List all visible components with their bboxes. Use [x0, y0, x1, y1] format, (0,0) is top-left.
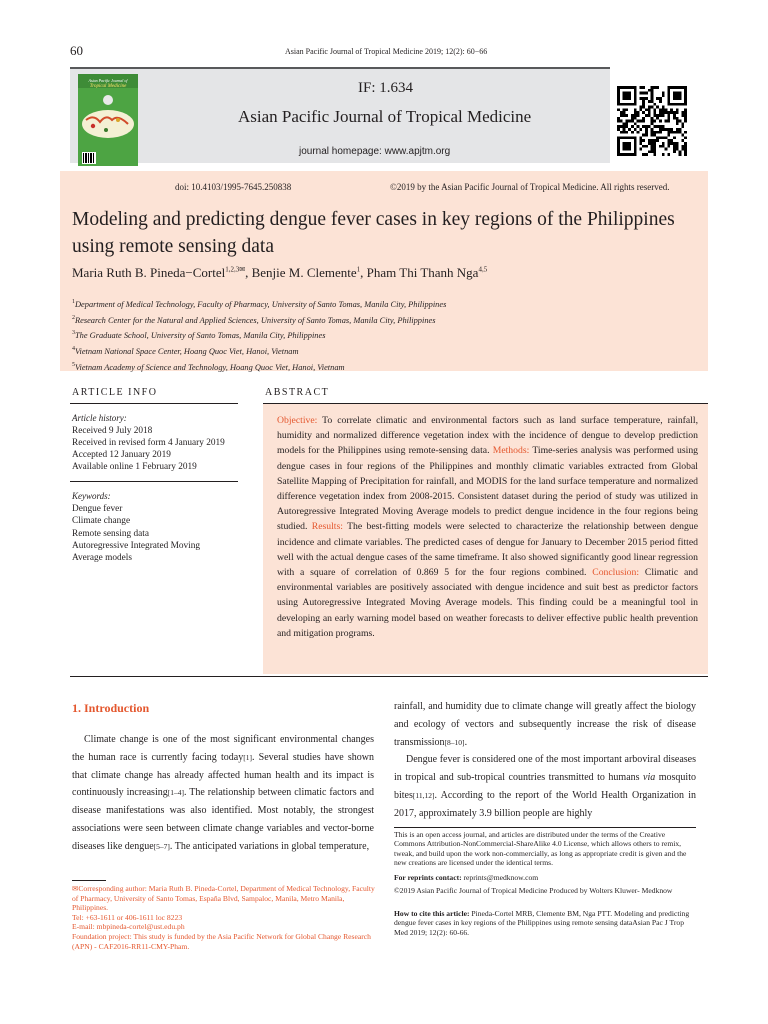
abstract-heading: ABSTRACT: [265, 387, 330, 398]
reprints-contact: [394, 873, 538, 882]
methods-text: Time-series analysis was performed using dengue cases in four regions of the Philippines and monthly climatic variables extracted from Global Satellite Mapping of Precipitation for rainfall, and MODIS for the land surface temperature and normalized difference vegetation index from 2008-2015. Consistent dataset during the period of study was utilized in Autoregressive Integrated Moving Average models to predict dengue incidence in the four regions being studied.: [277, 445, 699, 533]
text-run: rainfall, and humidity due to climate change will greatly affect the biology and ecology of vectors and subsequently increase the risk of disease transmission: [394, 701, 696, 748]
reprints-label: For reprints contact:: [394, 873, 462, 882]
affiliation-item: [72, 312, 446, 328]
affiliation-number: 1: [72, 299, 75, 305]
text-run: . The anticipated variations in global temperature,: [169, 840, 370, 852]
section-heading: 1. Introduction: [72, 701, 150, 715]
text-run: . Several studies have shown that climate change has already affected human health and its impact is continuously increasing: [72, 751, 374, 799]
author-affiliation-marker: 4,5: [478, 265, 488, 274]
affiliation-number: 5: [72, 361, 75, 368]
affiliation-list: [72, 296, 446, 375]
citation-link[interactable]: [8–10]: [444, 737, 465, 747]
svg-text:Asian Pacific Journal of: Asian Pacific Journal of: [88, 78, 128, 83]
corresponding-author-footnote: [72, 884, 377, 951]
keywords-label: Keywords:: [72, 491, 111, 501]
history-item: Available online 1 February 2019: [72, 462, 197, 472]
objective-label: Objective:: [277, 415, 318, 426]
affiliation-number: 2: [72, 314, 75, 321]
affiliation-text: Research Center for the Natural and Applied Sciences, University of Santo Tomas, Manila City, Philippines: [75, 315, 436, 325]
article-history-list: [72, 425, 225, 473]
doi[interactable]: doi: 10.4103/1995-7645.250838: [175, 182, 292, 192]
email-link[interactable]: E-mail: mbpineda-cortel@ust.edu.ph: [72, 922, 185, 932]
article-info-heading: ARTICLE INFO: [72, 387, 158, 398]
affiliation-text: The Graduate School, University of Santo Tomas, Manila City, Philippines: [75, 331, 326, 341]
impact-factor: IF: 1.634: [358, 80, 414, 96]
author-affiliation-marker: 1,2,3✉: [225, 265, 246, 274]
svg-text:Tropical Medicine: Tropical Medicine: [89, 84, 127, 89]
author-name: Maria Ruth B. Pineda−Cortel: [72, 265, 226, 280]
affiliation-item: [72, 296, 446, 312]
footnote-rule: [72, 880, 106, 881]
body-column-left: [72, 731, 374, 856]
article-history-label: Article history:: [72, 413, 127, 423]
paragraph: [72, 731, 374, 856]
text-run: .: [464, 736, 468, 748]
keyword-item: Average models: [72, 553, 132, 564]
text-run: . According to the report of the World Health Organization in 2017, approximately 3.9 billion people are highly: [394, 789, 696, 819]
how-to-cite: [394, 909, 696, 937]
cite-text: Pineda-Cortel MRB, Clemente BM, Nga PTT. Modeling and predicting dengue fever cases in key regions of the Philippines using remote sensing dataAsian Pac J Trop Med 2019; 12(2): 60-66.: [394, 909, 690, 937]
history-item: Accepted 12 January 2019: [72, 450, 171, 460]
author-affiliation-marker: 1: [356, 265, 361, 274]
keyword-item: Dengue fever: [72, 504, 123, 514]
divider: [70, 481, 238, 482]
text-run: mosquito bites: [394, 772, 696, 801]
text-run: Dengue fever is considered one of the most important arboviral diseases in tropical and sub-tropical countries transmitted to humans: [394, 754, 696, 784]
abstract-text: [277, 413, 698, 641]
citation-link[interactable]: [1–4]: [167, 788, 184, 798]
text-run: Climate change is one of the most significant environmental changes the human race is currently facing today: [72, 734, 374, 763]
license-notice: This is an open access journal, and articles are distributed under the terms of the Creative Commons Attribution-NonCommercial-ShareAlike 4.0 License, which allows others to remix, tweak, and build upon the work non-commercially, as long as appropriate credit is given and the new creations are licensed under the identical terms.: [394, 830, 687, 868]
citation-link[interactable]: [1]: [243, 752, 252, 762]
paragraph: [394, 698, 696, 751]
keyword-item: Climate change: [72, 516, 131, 527]
results-label: Results:: [311, 521, 343, 533]
affiliation-number: 3: [72, 330, 75, 337]
keywords-list: [72, 503, 242, 564]
affiliation-item: [72, 327, 446, 343]
body-column-right: [394, 698, 696, 823]
citation-link[interactable]: [5–7]: [153, 841, 170, 851]
text-run-italic: via: [643, 772, 656, 784]
cite-label: How to cite this article:: [394, 909, 470, 918]
conclusion-text: Climatic and environmental variables are positively associated with dengue incidence and suit best as predictor factors using Autoregressive Integrated Moving Average models. This finding could be a meaningful tool in developing an early warning model based on weather forecasts to deliver effective public health prevention and mitigation programs.: [277, 567, 698, 639]
affiliation-text: Vietnam National Space Center, Hoang Quoc Viet, Hanoi, Vietnam: [75, 346, 299, 356]
journal-homepage-link[interactable]: journal homepage: www.apjtm.org: [299, 146, 451, 157]
corresponding-author: ✉Corresponding author: Maria Ruth B. Pineda-Cortel, Department of Medical Technology, Faculty of Pharmacy, University of Santo Tomas, España Blvd, Sampaloc, Manila, Metro Manila, Philippines.: [72, 884, 375, 913]
text-run: . The relationship between climatic factors and disease manifestations was also identified. Most notably, the strongest associations were seen between climate change variables and vector-borne diseases like dengue: [72, 787, 375, 852]
divider: [70, 403, 238, 404]
running-title: Asian Pacific Journal of Tropical Medicine 2019; 12(2): 60−66: [285, 47, 488, 56]
affiliation-number: 4: [72, 346, 75, 353]
author-list: Maria Ruth B. Pineda−Cortel$^{1,2,3✉}$, Benjie M. Clemente$^1$, Pham Thi Thanh Nga$^{4,5}$: [72, 265, 488, 280]
qr-code-icon[interactable]: [617, 86, 687, 156]
affiliation-item: [72, 343, 446, 359]
copyright-notice: ©2019 by the Asian Pacific Journal of Tropical Medicine. All rights reserved.: [390, 182, 670, 192]
citation-link[interactable]: [11,12]: [412, 790, 435, 800]
affiliation-item: [72, 359, 446, 375]
journal-title: Asian Pacific Journal of Tropical Medicine: [238, 107, 532, 126]
history-item: Received 9 July 2018: [72, 426, 153, 436]
paragraph: [394, 751, 696, 822]
telephone: Tel: +63-1611 or 406-1611 loc 8223: [72, 912, 183, 922]
results-text: The best-fitting models were selected to characterize the relationship between dengue incidence and climate variables. The predicted cases of dengue for January to December 2015 period fitted well with the actual dengue cases of the same timeframe. It also showed significantly good linear regression with a square of correlation of 0.869 5 for the four regions combined.: [277, 521, 699, 579]
page-number: 60: [70, 43, 83, 58]
affiliation-text: Vietnam Academy of Science and Technology, Hoang Quoc Viet, Hanoi, Vietnam: [75, 362, 345, 372]
keyword-item: Remote sensing data: [72, 528, 149, 539]
author-name: Benjie M. Clemente: [251, 265, 357, 280]
conclusion-label: Conclusion:: [592, 567, 640, 579]
keyword-item: Autoregressive Integrated Moving: [72, 540, 201, 551]
article-title: Modeling and predicting dengue fever cases in key regions of the Philippines using remote sensing data: [72, 209, 675, 257]
produced-by-notice: ©2019 Asian Pacific Journal of Tropical Medicine Produced by Wolters Kluwer- Medknow: [394, 886, 673, 895]
divider: [70, 676, 708, 677]
history-item: Received in revised form 4 January 2019: [72, 438, 225, 448]
objective-text: To correlate climatic and environmental factors such as land surface temperature, rainfall, humidity and normalized difference vegetation index with the incidence of dengue to develop prediction models for the Philippines using remote-sensing data.: [277, 415, 698, 457]
journal-cover-image: [78, 74, 138, 166]
author-name: Pham Thi Thanh Nga: [366, 265, 479, 280]
methods-label: Methods:: [492, 445, 530, 457]
affiliation-text: Department of Medical Technology, Faculty of Pharmacy, University of Santo Tomas, Manila City, Philippines: [75, 299, 447, 309]
reprints-email-link[interactable]: reprints@medknow.com: [463, 873, 539, 882]
foundation-project: Foundation project: This study is funded by the Asia Pacific Network for Global Change Research (APN) - CAF2016-RR11-CMY-Pham.: [72, 931, 371, 951]
divider: [394, 827, 696, 828]
